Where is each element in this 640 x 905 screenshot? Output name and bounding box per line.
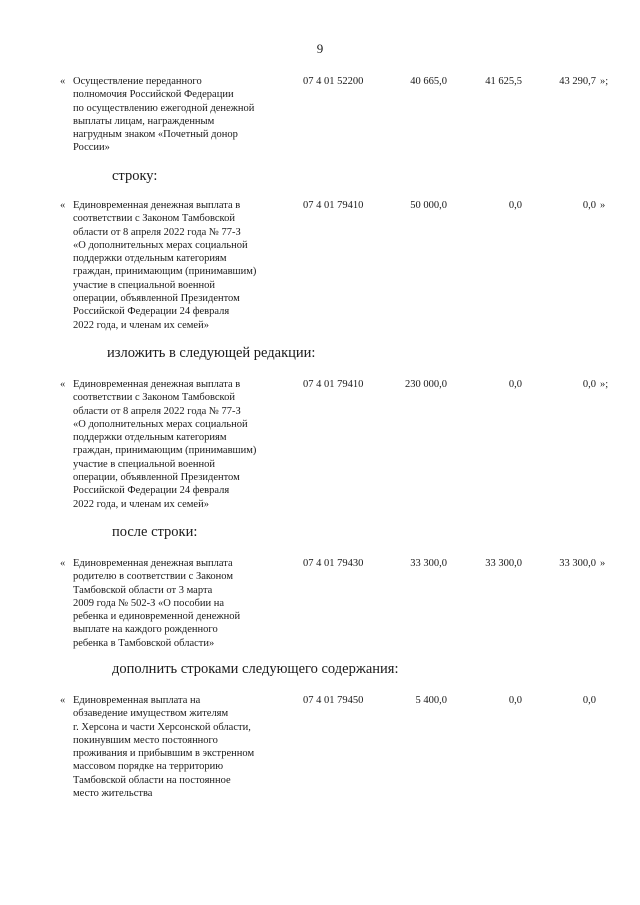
amount-year-1: 40 665,0 — [410, 76, 447, 87]
amount-year-2: 0,0 — [508, 695, 522, 706]
amount-year-2: 33 300,0 — [485, 558, 522, 569]
budget-code: 07 4 01 79450 — [303, 695, 364, 706]
amount-year-1: 230 000,0 — [405, 379, 447, 390]
page-number: 9 — [316, 41, 324, 56]
amount-year-1: 5 400,0 — [415, 695, 447, 706]
opening-quote: « — [60, 379, 66, 390]
amount-year-3: 0,0 — [582, 695, 596, 706]
closing-quote: »; — [600, 379, 609, 390]
row-description: Единовременная денежная выплата в соответствии с Законом Тамбовской области от 8 апреля 2022 года № 77-З «О дополнительных мерах социальной поддержки отдельным категориям граждан, принимающим (принимавшим) участие в специальной военной операции, объявленной Президентом Российской Федерации 24 февраля 2022 года, и членам их семей» — [73, 379, 257, 510]
budget-code: 07 4 01 79430 — [303, 558, 364, 569]
instruction-text: после строки: — [112, 524, 198, 540]
instruction-text: строку: — [112, 168, 158, 184]
amount-year-3: 43 290,7 — [559, 76, 596, 87]
opening-quote: « — [60, 558, 66, 569]
opening-quote: « — [60, 76, 66, 87]
closing-quote: »; — [600, 76, 609, 87]
row-description: Единовременная денежная выплата в соответствии с Законом Тамбовской области от 8 апреля 2022 года № 77-З «О дополнительных мерах социальной поддержки отдельным категориям граждан, принимающим (принимавшим) участие в специальной военной операции, объявленной Президентом Российской Федерации 24 февраля 2022 года, и членам их семей» — [73, 200, 257, 331]
amount-year-2: 0,0 — [508, 200, 522, 211]
opening-quote: « — [60, 200, 66, 211]
row-description: Единовременная денежная выплата родителю в соответствии с Законом Тамбовской области от 3 марта 2009 года № 502-З «О пособии на ребенка и единовременной денежной выплате на каждого рожденного ребенка в Тамбовской области» — [73, 558, 241, 649]
amount-year-3: 33 300,0 — [559, 558, 596, 569]
amount-year-1: 50 000,0 — [410, 200, 447, 211]
amount-year-3: 0,0 — [582, 379, 596, 390]
amount-year-2: 41 625,5 — [485, 76, 522, 87]
instruction-text: дополнить строками следующего содержания: — [112, 661, 399, 677]
row-description: Единовременная выплата на обзаведение имуществом жителям г. Херсона и части Херсонской области, покинувшим место постоянного проживания и прибывшим в экстренном массовом порядке на территорию Тамбовской области на постоянное место жительства — [73, 695, 255, 800]
budget-code: 07 4 01 52200 — [303, 76, 364, 87]
closing-quote: » — [600, 200, 606, 211]
budget-code: 07 4 01 79410 — [303, 379, 364, 390]
amount-year-2: 0,0 — [508, 379, 522, 390]
budget-code: 07 4 01 79410 — [303, 200, 364, 211]
row-description: Осуществление переданного полномочия Российской Федерации по осуществлению ежегодной денежной выплаты лицам, награжденным нагрудным знаком «Почетный донор России» — [73, 76, 255, 154]
amount-year-3: 0,0 — [582, 200, 596, 211]
opening-quote: « — [60, 695, 66, 706]
amount-year-1: 33 300,0 — [410, 558, 447, 569]
instruction-text: изложить в следующей редакции: — [107, 345, 316, 361]
closing-quote: » — [600, 558, 606, 569]
